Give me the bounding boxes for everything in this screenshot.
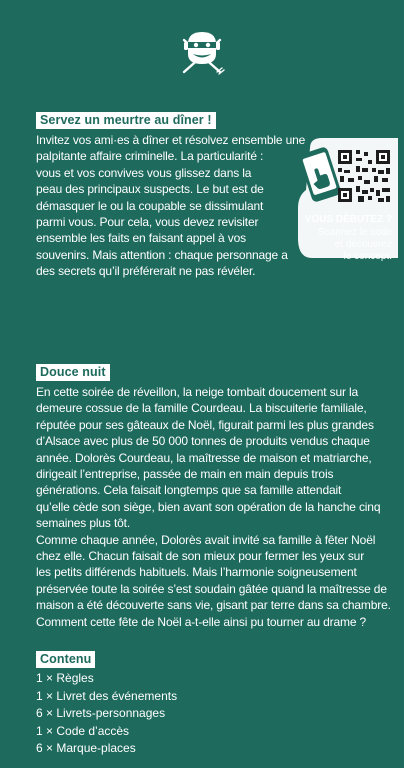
list-item: 6 × Livrets-personnages <box>36 706 166 720</box>
section-heading-contenu: Contenu <box>36 651 95 668</box>
list-item: 6 × Marque-places <box>36 741 136 755</box>
qr-caption: VOUS DÉBUTEZ ? Scannez le code et découvrez le concept. <box>300 214 392 263</box>
qr-title: VOUS DÉBUTEZ ? <box>304 214 392 225</box>
list-item: 1 × Code d’accès <box>36 723 130 738</box>
section-heading-servez: Servez un meurtre au dîner ! <box>36 112 216 129</box>
section-paragraph-servez: Invitez vos ami·es à dîner et résolvez ensemble une palpitante affaire criminelle. La particularité : vous et vos convives vous glissez dans la peau des principaux suspects. Le but est de démasquer le ou la coupable se dissimulant parmi vous. Pour cela, vous devez revisiter ensemble les faits en faisant appel à vos souvenirs. Mais attention : chaque personnage a des secrets qu’il préférerait ne pas révéler. <box>36 133 306 279</box>
masked-face-cutlery-logo-icon <box>176 30 228 76</box>
list-item: 1 × Livret des événements <box>36 688 178 703</box>
section-paragraph-douce-nuit: En cette soirée de réveillon, la neige tombait doucement sur la demeure cossue de la famille Courdeau. La biscuiterie familiale, réputée pour ses gâteaux de Noël, figurait parmi les plus grandes d’Alsace avec plus de 50 000 tonnes de produits vendus chaque année. Dolorès Courdeau, la maîtresse de maison et matriarche, dirigeait l’entreprise, passée de main en main depuis trois générations. Cela faisait longtemps que sa famille attendait qu’elle cède son siège, bien avant son opération de la hanche cinq semaines plus tôt. Comme chaque année, Dolorès avait invité sa famille à fêter Noël chez elle. Chacun faisait de son mieux pour fermer les yeux sur les petits différends habituels. Mais l’harmonie soigneusement préservée toute la soirée s’est soudain gâtée quand la maîtresse de maison a été découverte sans vie, gisant par terre dans sa chambre. Comment cette fête de Noël a-t-elle ainsi pu tourner au drame ? <box>36 385 391 629</box>
contents-list <box>36 670 177 758</box>
list-item: 1 × Règles <box>36 671 94 685</box>
section-heading-douce-nuit: Douce nuit <box>36 364 110 381</box>
